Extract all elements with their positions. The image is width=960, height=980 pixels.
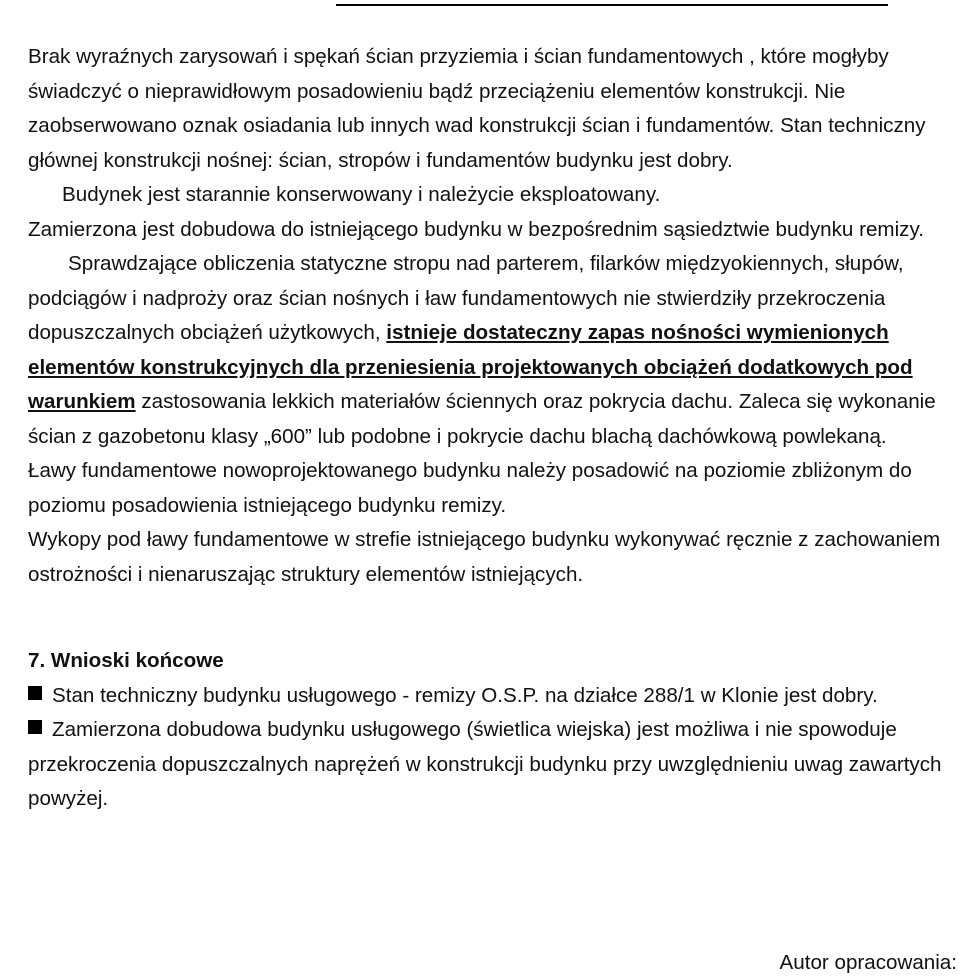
author-label: Autor opracowania: <box>779 951 957 974</box>
document-body <box>28 40 953 817</box>
conclusion-text: Zamierzona dobudowa budynku usługowego (świetlica wiejska) jest możliwa i nie spowoduje przekroczenia dopuszczalnych naprężeń w konstrukcji budynku przy uwzględnieniu uwag zawartych powyżej. <box>28 718 942 810</box>
paragraph-static-calculations <box>28 247 953 454</box>
calc-text-end: zastosowania lekkich materiałów ściennych oraz pokrycia dachu. Zaleca się wykonanie ścian z gazobetonu klasy „600” lub podobne i pokrycie dachu blachą dachówkową powlekaną. <box>28 390 936 448</box>
conclusion-item <box>28 679 953 714</box>
paragraph-maintenance: Budynek jest starannie konserwowany i należycie eksploatowany. <box>62 183 661 206</box>
calc-text-start: Sprawdzające obliczenia statyczne stropu nad parterem, filarków międzyokiennych, słupów, podciągów i nadproży oraz ścian nośnych i ław fundamentowych nie stwierdziły przekroczenia dopuszczalnych obciążeń użytkowych, <box>28 252 904 344</box>
paragraph-planned-extension: Zamierzona jest dobudowa do istniejącego budynku w bezpośrednim sąsiedztwie budynku remizy. <box>28 217 924 241</box>
section-heading: 7. Wnioski końcowe <box>28 649 224 672</box>
calc-text-emphasis: istnieje dostateczny zapas nośności wymienionych elementów konstrukcyjnych dla przeniesienia projektowanych obciążeń dodatkowych pod warunkiem <box>28 321 913 413</box>
square-bullet-icon <box>28 686 42 700</box>
paragraph-excavations: Wykopy pod ławy fundamentowe w strefie istniejącego budynku wykonywać ręcznie z zachowaniem ostrożności i nienaruszając struktury elementów istniejących. <box>28 528 941 586</box>
square-bullet-icon <box>28 720 42 734</box>
conclusion-item <box>28 713 953 817</box>
paragraph-foundations: Ławy fundamentowe nowoprojektowanego budynku należy posadowić na poziomie zbliżonym do poziomu posadowienia istniejącego budynku remizy. <box>28 459 912 517</box>
top-rule <box>336 4 888 6</box>
paragraph-findings: Brak wyraźnych zarysowań i spękań ścian przyziemia i ścian fundamentowych , które mogłyby świadczyć o nieprawidłowym posadowieniu bądź przeciążeniu elementów konstrukcji. Nie zaobserwowano oznak osiadania lub innych wad konstrukcji ścian i fundamentów. Stan techniczny głównej konstrukcji nośnej: ścian, stropów i fundamentów budynku jest dobry. <box>28 45 926 172</box>
section-spacer <box>28 592 953 644</box>
conclusion-text: Stan techniczny budynku usługowego - remizy O.S.P. na działce 288/1 w Klonie jest dobry. <box>52 683 878 707</box>
